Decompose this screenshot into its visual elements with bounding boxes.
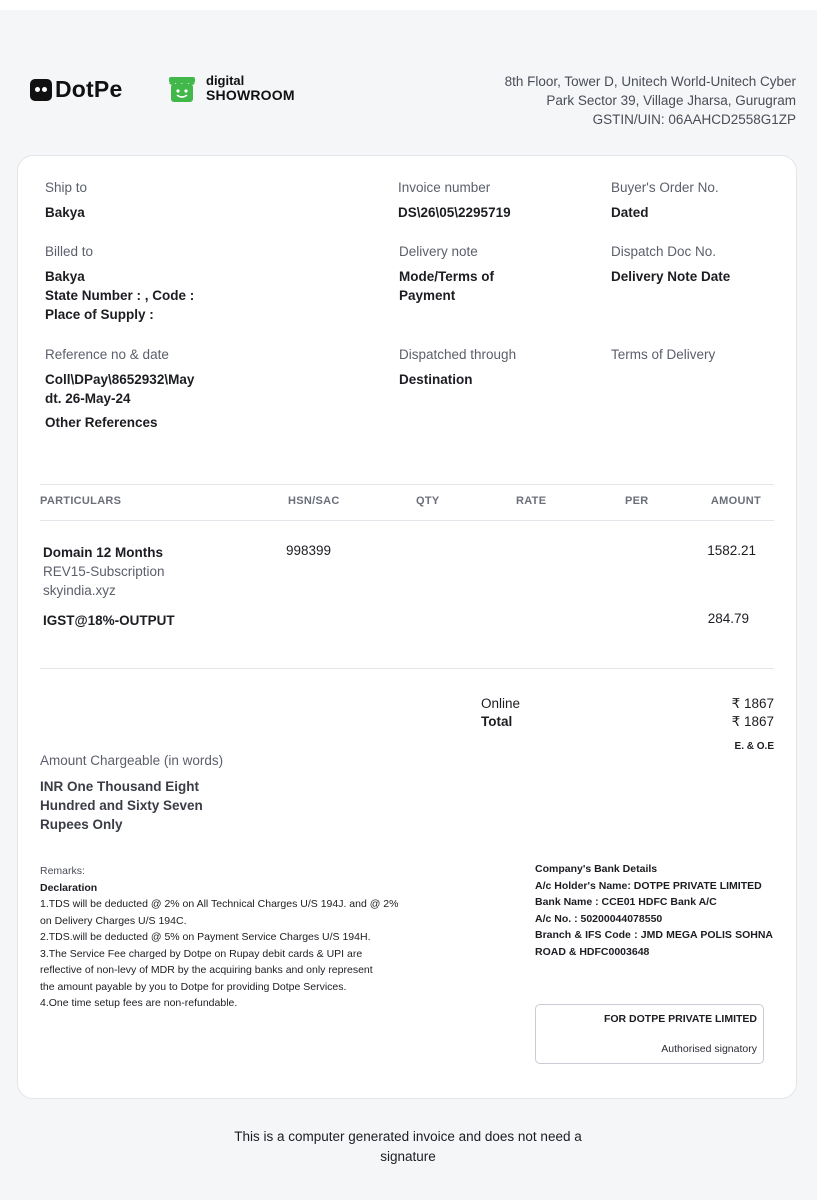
digital-showroom-logo <box>166 72 295 104</box>
delivery-note-value-2: Payment <box>399 288 456 303</box>
billed-to-place: Place of Supply : <box>45 307 154 322</box>
remark-3b: reflective of non-levy of MDR by the acquiring banks and only represent <box>40 964 373 976</box>
dispatched-through-label: Dispatched through <box>399 347 517 362</box>
reference-label: Reference no & date <box>45 347 169 362</box>
buyers-order-label: Buyer's Order No. <box>611 180 719 195</box>
table-header-divider <box>40 520 774 521</box>
remark-1b: on Delivery Charges U/S 194C. <box>40 914 187 927</box>
th-particulars: PARTICULARS <box>40 495 122 507</box>
invoice-number-label: Invoice number <box>398 180 491 195</box>
total-label: Total <box>481 714 513 729</box>
dispatch-doc-value: Delivery Note Date <box>611 269 731 284</box>
address-line2: Park Sector 39, Village Jharsa, Gurugram <box>546 93 796 108</box>
bank-name: Bank Name : CCE01 HDFC Bank A/C <box>535 896 717 908</box>
bank-title: Company's Bank Details <box>535 863 658 875</box>
footer-line2: signature <box>380 1149 436 1164</box>
invoice-header <box>0 60 817 140</box>
dispatch-doc-label: Dispatch Doc No. <box>611 244 717 259</box>
eoe-note: E. & O.E <box>734 741 774 752</box>
footer-line1: This is a computer generated invoice and does not need a <box>234 1129 582 1144</box>
ship-to-label: Ship to <box>45 180 88 195</box>
billed-to-name: Bakya <box>45 269 85 284</box>
item-name: Domain 12 Months <box>43 545 164 560</box>
online-value: ₹ 1867 <box>731 696 774 711</box>
invoice-card <box>17 155 797 1099</box>
amount-words <box>40 777 240 834</box>
amount-words-label: Amount Chargeable (in words) <box>40 753 224 768</box>
billed-to-state: State Number : , Code : <box>45 288 195 303</box>
ds-logo-line1: digital <box>206 72 245 88</box>
footer-note <box>208 1127 608 1167</box>
company-address <box>505 72 796 129</box>
tax-amount: 284.79 <box>707 611 749 626</box>
dotpe-logo <box>30 76 122 103</box>
th-qty: QTY <box>416 495 440 507</box>
delivery-note-value-1: Mode/Terms of <box>399 269 495 284</box>
reference-value-1: Coll\DPay\8652932\May <box>45 372 195 387</box>
storefront-icon <box>166 72 198 104</box>
online-label: Online <box>481 696 521 711</box>
amount-words-line2: Hundred and Sixty Seven <box>40 798 203 813</box>
remark-3c: the amount payable by you to Dotpe for providing Dotpe Services. <box>40 980 347 993</box>
dotpe-logo-icon <box>30 79 52 101</box>
tax-name: IGST@18%-OUTPUT <box>43 613 175 628</box>
delivery-note-label: Delivery note <box>399 244 478 259</box>
top-bar <box>0 0 817 10</box>
bank-holder: A/c Holder's Name: DOTPE PRIVATE LIMITED <box>535 879 762 892</box>
th-amount: AMOUNT <box>710 495 761 507</box>
amount-words-line1: INR One Thousand Eight <box>40 779 199 794</box>
remark-1a: 1.TDS will be deducted @ 2% on All Technical Charges U/S 194J. and @ 2% <box>40 898 399 910</box>
declaration-heading: Declaration <box>40 881 98 894</box>
item-sub-2: skyindia.xyz <box>43 583 116 598</box>
terms-of-delivery-label: Terms of Delivery <box>611 347 716 362</box>
signature-box <box>535 1004 764 1064</box>
signature-company: FOR DOTPE PRIVATE LIMITED <box>603 1013 757 1025</box>
digital-showroom-text <box>206 74 295 103</box>
billed-to-label: Billed to <box>45 244 94 259</box>
remark-4: 4.One time setup fees are non-refundable. <box>40 997 238 1009</box>
signature-label: Authorised signatory <box>661 1043 757 1055</box>
dotpe-logo-text: DotPe <box>55 76 123 102</box>
reference-value-2: dt. 26-May-24 <box>45 391 131 406</box>
item-amount: 1582.21 <box>707 543 756 558</box>
bank-account: A/c No. : 50200044078550 <box>535 912 663 925</box>
gstin: GSTIN/UIN: 06AAHCD2558G1ZP <box>592 112 796 127</box>
ship-to-value: Bakya <box>45 205 85 220</box>
other-references: Other References <box>45 415 158 430</box>
amount-words-line3: Rupees Only <box>40 817 123 832</box>
th-rate: RATE <box>516 495 547 507</box>
ds-logo-line2: SHOWROOM <box>206 86 295 103</box>
total-value: ₹ 1867 <box>731 714 774 729</box>
table-bottom-divider <box>40 668 774 669</box>
item-sub-1: REV15-Subscription <box>43 564 165 579</box>
remarks-label: Remarks: <box>40 865 85 877</box>
invoice-number-value: DS\26\05\2295719 <box>398 205 511 220</box>
table-top-divider <box>40 484 774 485</box>
buyers-order-value: Dated <box>611 205 649 220</box>
dispatched-through-value: Destination <box>399 372 473 387</box>
remarks-block <box>40 863 450 1012</box>
th-per: PER <box>625 495 649 507</box>
bank-details <box>535 861 773 960</box>
address-line1: 8th Floor, Tower D, Unitech World-Unitech Cyber <box>504 74 796 89</box>
remark-2: 2.TDS.will be deducted @ 5% on Payment Service Charges U/S 194H. <box>40 931 371 943</box>
bank-branch: Branch & IFS Code : JMD MEGA POLIS SOHNA ROAD & HDFC0003648 <box>535 929 773 958</box>
th-hsn: HSN/SAC <box>288 495 340 507</box>
remark-3a: 3.The Service Fee charged by Dotpe on Rupay debit cards & UPI are <box>40 947 363 960</box>
item-hsn: 998399 <box>286 543 332 558</box>
